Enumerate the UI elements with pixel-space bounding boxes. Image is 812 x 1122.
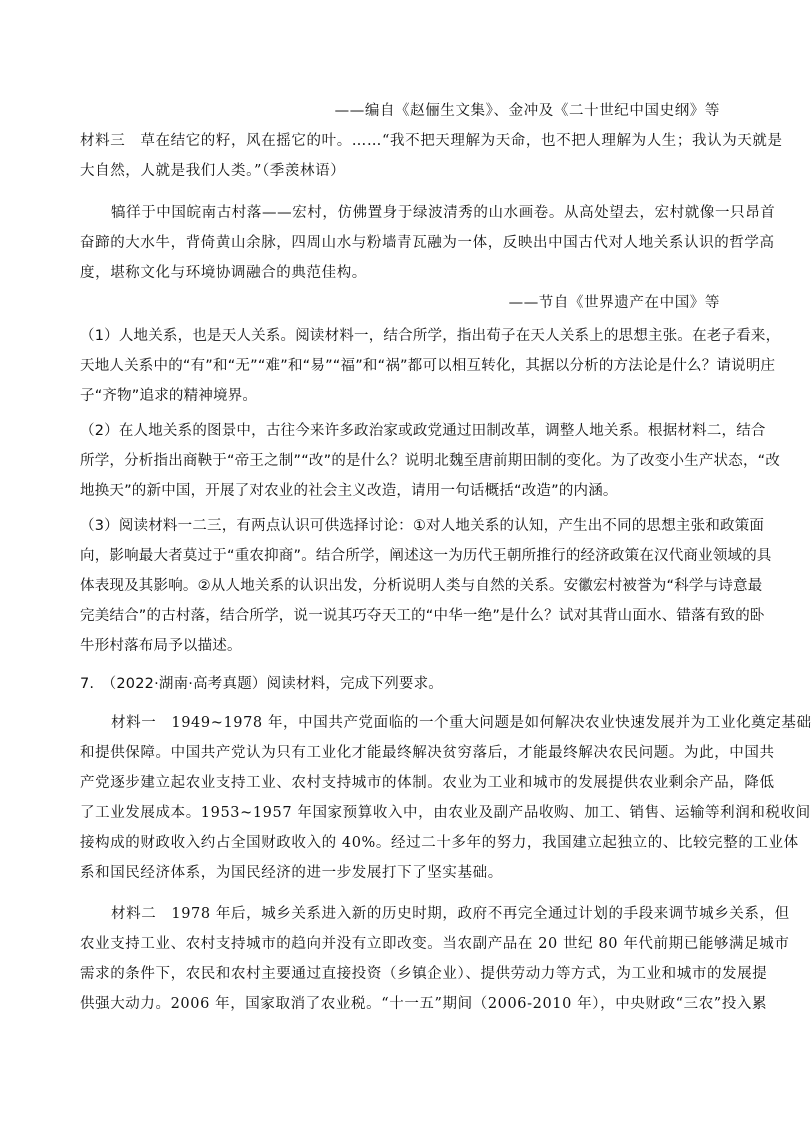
material-three-line-2: 大自然，人就是我们人类。”（季羡林语） [80,163,346,179]
q7-material-one-line-4: 了工业发展成本。1953~1957 年国家预算收入中，由农业及副产品收购、加工、销售、运输等利润和税收间 [80,805,811,821]
q7-material-one-line-6: 系和国民经济体系，为国民经济的进一步发展打下了坚实基础。 [80,865,503,881]
material-three-line-1: 材料三 草在结它的籽，风在摇它的叶。……“我不把天理解为天命，也不把人理解为人生；我认为天就是 [80,133,783,149]
question-3-line-1: （3）阅读材料一二三，有两点认识可供选择讨论：①对人地关系的认知，产生出不同的思想主张和政策面 [80,518,765,534]
question-3-line-5: 牛形村落布局予以描述。 [80,638,242,654]
question-2-line-3: 地换天”的新中国，开展了对农业的社会主义改造，请用一句话概括“改造”的内涵。 [80,483,618,499]
question-1-line-1: （1）人地关系，也是天人关系。阅读材料一，结合所学，指出荀子在天人关系上的思想主张。在老子看来， [80,328,781,344]
q7-material-one-line-1: 材料一 1949~1978 年，中国共产党面临的一个重大问题是如何解决农业快速发展并为工业化奠定基础 [111,715,812,731]
question-2-line-2: 所学，分析指出商鞅于“帝王之制”“改”的是什么？说明北魏至唐前期田制的变化。为了改变小生产状态，“改 [80,453,781,469]
source-citation-1: ——编自《赵俪生文集》、金冲及《二十世纪中国史纲》等 [334,103,720,119]
hongcun-line-2: 奋蹄的大水牛，背倚黄山余脉，四周山水与粉墙青瓦融为一体，反映出中国古代对人地关系认识的哲学高 [80,235,775,251]
question-2-line-1: （2）在人地关系的图景中，古往今来许多政治家或政党通过田制改革，调整人地关系。根据材料二，结合 [80,423,766,439]
q7-material-one-line-2: 和提供保障。中国共产党认为只有工业化才能最终解决贫穷落后，才能最终解决农民问题。为此，中国共 [80,745,775,761]
q7-material-one-line-3: 产党逐步建立起农业支持工业、农村支持城市的体制。农业为工业和城市的发展提供农业剩余产品，降低 [80,775,775,791]
q7-material-two-line-2: 农业支持工业、农村支持城市的趋向并没有立即改变。当农副产品在 20 世纪 80 年代前期已能够满足城市 [80,936,790,952]
question-3-line-4: 完美结合”的古村落，结合所学，说一说其巧夺天工的“中华一绝”是什么？试对其背山面水、错落有致的卧 [80,608,765,624]
question-1-line-2: 天地人关系中的“有”和“无”“难”和“易”“福”和“祸”都可以相互转化，其据以分析的方法论是什么？请说明庄 [80,358,776,374]
hongcun-line-1: 犒徉于中国皖南古村落——宏村，仿佛置身于绿波清秀的山水画卷。从高处望去，宏村就像一只昂首 [111,205,776,221]
q7-material-two-line-4: 供强大动力。2006 年，国家取消了农业税。“十一五”期间（2006-2010 年），中央财政“三农”投入累 [80,996,768,1012]
q7-material-two-line-1: 材料二 1978 年后，城乡关系进入新的历史时期，政府不再完全通过计划的手段来调节城乡关系，但 [111,906,790,922]
question-3-line-2: 向，影响最大者莫过于“重农抑商”。结合所学，阐述这一为历代王朝所推行的经济政策在汉代商业领域的具 [80,548,772,564]
q7-material-two-line-3: 需求的条件下，农民和农村主要通过直接投资（乡镇企业）、提供劳动力等方式，为工业和城市的发展提 [80,966,768,982]
question-3-line-3: 体表现及其影响。②从人地关系的认识出发，分析说明人类与自然的关系。安徽宏村被誉为“科学与诗意最 [80,578,763,594]
question-7-heading: 7. （2022·湖南·高考真题）阅读材料，完成下列要求。 [80,676,444,692]
hongcun-line-3: 度，堪称文化与环境协调融合的典范佳构。 [80,265,367,281]
question-1-line-3: 子“齐物”追求的精神境界。 [80,388,258,404]
q7-material-one-line-5: 接构成的财政收入约占全国财政收入的 40%。经过二十多年的努力，我国建立起独立的、比较完整的工业体 [80,835,799,851]
source-citation-2: ——节自《世界遗产在中国》等 [508,295,720,311]
